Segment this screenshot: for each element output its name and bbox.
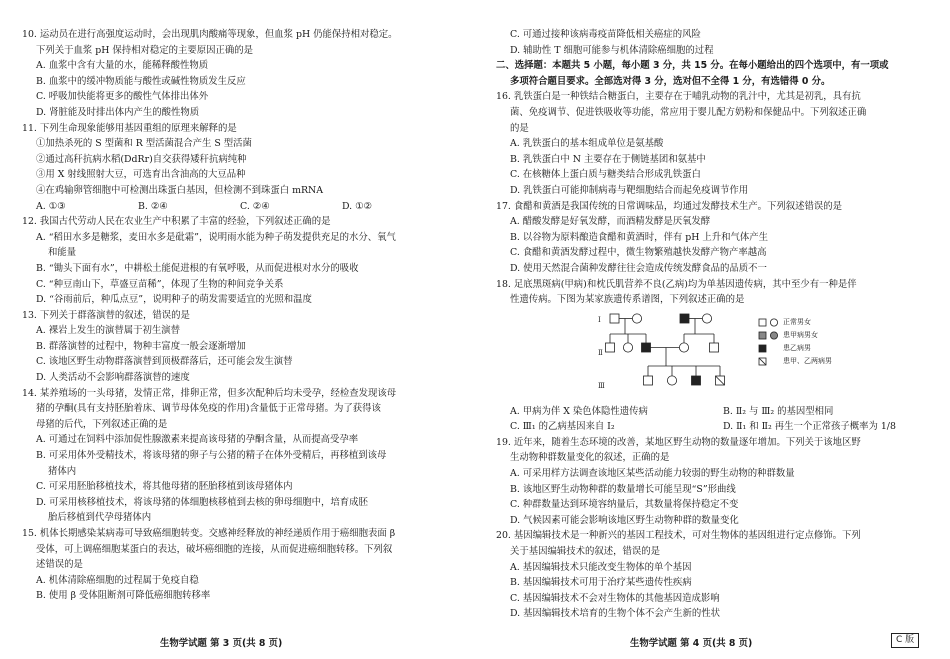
- text-line: B. 血浆中的缓冲物质能与酸性或碱性物质发生反应: [36, 75, 246, 87]
- text-line: A. 可采用样方法调查该地区某些活动能力较弱的野生动物的种群数量: [510, 468, 795, 480]
- text-line: 20. 基因编辑技术是一种新兴的基因工程技术，可对生物体的基因组进行定点修饰。下列: [496, 530, 861, 542]
- text-line: ②通过高秆抗病水稻(DdRr)自交获得矮秆抗病纯种: [36, 153, 247, 165]
- text-line: 多项符合题目要求。全部选对得 3 分，选对但不全得 1 分，有选错得 0 分。: [510, 75, 831, 87]
- text-line: D. 辅助性 T 细胞可能参与机体清除癌细胞的过程: [510, 44, 714, 56]
- text-line: A. 裸岩上发生的演替属于初生演替: [36, 325, 180, 337]
- text-line: D. 气候因素可能会影响该地区野生动物种群的数量变化: [510, 514, 739, 526]
- text-line: A. 机体清除癌细胞的过程属于免疫自稳: [36, 574, 199, 586]
- text-line: A. 可通过在饲料中添加促性腺激素来提高该母猪的孕酮含量，从而提高受孕率: [36, 434, 359, 446]
- text-line: 关于基因编辑技术的叙述，错误的是: [510, 546, 661, 558]
- legend-disease-b: 患乙病男: [758, 342, 832, 355]
- text-line: B. 使用 β 受体阻断剂可降低癌细胞转移率: [36, 590, 211, 602]
- text-line: C. 种群数量达到环境容纳量后，其数量将保持稳定不变: [510, 499, 739, 511]
- left-column: [22, 27, 462, 604]
- text-line: 14. 某养殖场的一头母猪，发情正常，排卵正常，但多次配种后均未受孕，经检查发现该母: [22, 387, 397, 399]
- text-line: B. “锄头下面有水”，中耕松土能促进根的有氧呼吸，从而促进根对水分的吸收: [36, 262, 359, 274]
- text-line: 性遗传病。下图为某家族遗传系谱图，下列叙述正确的是: [510, 294, 745, 306]
- text-line: C. 该地区野生动物群落演替到顶极群落后，还可能会发生演替: [36, 356, 293, 368]
- text-line: B. 可采用体外受精技术，将该母猪的卵子与公猪的精子在体外受精后，再移植到该母: [36, 450, 387, 462]
- gen-label-3: Ⅲ: [598, 381, 605, 390]
- text-line: B. 群落演替的过程中，物种丰富度一般会逐渐增加: [36, 340, 246, 352]
- text-line: ①加热杀死的 S 型菌和 R 型活菌混合产生 S 型活菌: [36, 138, 252, 150]
- pedigree-diagram: [596, 310, 756, 402]
- text-line: 12. 我国古代劳动人民在农业生产中积累了丰富的经验，下列叙述正确的是: [22, 216, 331, 228]
- pedigree-chart: [496, 310, 936, 402]
- text-line: 19. 近年来，随着生态环境的改善，某地区野生动物的数量逐年增加。下列关于该地区野: [496, 436, 861, 448]
- text-line: 15. 机体长期感染某病毒可导致癌细胞转变。交感神经释放的神经递质作用于癌细胞表面 β: [22, 528, 396, 539]
- text-line: D. 肾脏能及时排出体内产生的酸性物质: [36, 106, 200, 118]
- text-line: C. 在核糖体上蛋白质与糖类结合形成乳铁蛋白: [510, 169, 701, 181]
- option-text: B. Ⅱ₂ 与 Ⅲ₂ 的基因型相同: [723, 405, 834, 417]
- text-line: C. 食醋和黄酒发酵过程中，微生物繁殖越快发酵产物产率越高: [510, 247, 767, 259]
- right-column-top: [496, 27, 936, 308]
- option-text: C. ②④: [240, 200, 270, 212]
- text-line: 菌、免疫调节、促进铁吸收等功能，常应用于婴儿配方奶粉和保健品中。下列叙述正确: [510, 106, 867, 118]
- text-line: 母猪的后代，下列叙述正确的是: [36, 418, 168, 430]
- text-line: D. 基因编辑技术培育的生物个体不会产生新的性状: [510, 608, 721, 620]
- text-line: B. 以谷物为原料酿造食醋和黄酒时，伴有 pH 上升和气体产生: [510, 231, 768, 243]
- text-line: 猪体内: [48, 465, 77, 477]
- text-line: 胎后移植到代孕母猪体内: [48, 512, 152, 524]
- text-line: C. 可通过接种该病毒疫苗降低相关癌症的风险: [510, 29, 701, 40]
- text-line: ④在鸡输卵管细胞中可检测出珠蛋白基因，但检测不到珠蛋白 mRNA: [36, 184, 324, 196]
- text-line: 受体，可上调癌细胞某蛋白的表达，破坏癌细胞的连接，从而促进癌细胞转移。下列叙: [36, 543, 393, 555]
- legend-normal: 正常男女: [758, 316, 832, 329]
- option-text: B. ②④: [138, 200, 168, 212]
- footer-right: 生物学试题 第 4 页(共 8 页): [630, 638, 753, 649]
- footer-left: 生物学试题 第 3 页(共 8 页): [160, 638, 283, 649]
- legend-disease-a: 患甲病男女: [758, 329, 832, 342]
- text-line: C. 呼吸加快能将更多的酸性气体排出体外: [36, 91, 209, 103]
- text-line: D. 人类活动不会影响群落演替的速度: [36, 372, 190, 384]
- pedigree-legend: [758, 316, 832, 368]
- text-line: B. 该地区野生动物种群的数量增长可能呈现“S”形曲线: [510, 483, 736, 495]
- option-text: A. ①③: [36, 200, 66, 212]
- text-line: 述错误的是: [36, 559, 83, 571]
- text-line: 的是: [510, 122, 529, 134]
- text-line: D. “谷雨前后，种瓜点豆”，说明种子的萌发需要适宜的光照和温度: [36, 294, 312, 306]
- text-line: 16. 乳铁蛋白是一种铁结合糖蛋白，主要存在于哺乳动物的乳汁中，尤其是初乳，具有抗: [496, 91, 861, 103]
- text-line: B. 乳铁蛋白中 N 主要存在于侧链基团和氨基中: [510, 153, 706, 165]
- text-line: 10. 运动员在进行高强度运动时，会出现肌肉酸痛等现象，但血浆 pH 仍能保持相对稳定。: [22, 29, 398, 40]
- text-line: 二、选择题：本题共 5 小题，每小题 3 分，共 15 分。在每小题给出的四个选项中，有一项或: [496, 60, 889, 72]
- option-text: A. 甲病为伴 X 染色体隐性遗传病: [510, 405, 648, 417]
- option-row: [22, 199, 462, 215]
- text-line: A. 乳铁蛋白的基本组成单位是氨基酸: [510, 138, 664, 150]
- option-text: D. Ⅱ₁ 和 Ⅱ₂ 再生一个正常孩子概率为 1/8: [723, 421, 896, 433]
- text-line: A. 醋酸发酵是好氧发酵，而酒精发酵是厌氧发酵: [510, 216, 711, 228]
- text-line: 猪的孕酮(具有支持胚胎着床、调节母体免疫的作用)含量低于正常母猪。为了获得该: [36, 403, 381, 415]
- text-line: 13. 下列关于群落演替的叙述，错误的是: [22, 309, 190, 321]
- gen-label-1: Ⅰ: [598, 315, 601, 324]
- text-line: 18. 足底黑斑病(甲病)和枕氏肌营养不良(乙病)均为单基因遗传病，其中至少有一种是伴: [496, 278, 857, 290]
- text-line: 生动物种群数量变化的叙述，正确的是: [510, 452, 670, 464]
- option-row: [496, 419, 936, 435]
- text-line: A. 血浆中含有大量的水，能稀释酸性物质: [36, 60, 209, 72]
- text-line: D. 乳铁蛋白可能抑制病毒与靶细胞结合而起免疫调节作用: [510, 184, 749, 196]
- text-line: D. 使用天然混合菌种发酵往往会造成传统发酵食品的品质不一: [510, 262, 767, 274]
- text-line: B. 基因编辑技术可用于治疗某些遗传性疾病: [510, 577, 692, 589]
- text-line: 下列关于血浆 pH 保持相对稳定的主要原因正确的是: [36, 44, 254, 56]
- legend-both-diseases: 患甲、乙两病男: [758, 355, 832, 368]
- text-line: 17. 食醋和黄酒是我国传统的日常调味品，均通过发酵技术生产。下列叙述错误的是: [496, 200, 843, 212]
- version-badge: C 版: [891, 633, 919, 648]
- text-line: C. 可采用胚胎移植技术，将其他母猪的胚胎移植到该母猪体内: [36, 481, 293, 493]
- text-line: 11. 下列生命现象能够用基因重组的原理来解释的是: [22, 122, 237, 134]
- text-line: 和能量: [48, 247, 77, 259]
- option-row: [496, 404, 936, 420]
- text-line: A. “稻田水多是糖浆，麦田水多是砒霜”，说明雨水能为种子萌发提供充足的水分、氧气: [36, 231, 396, 243]
- right-column: [496, 27, 936, 622]
- right-column-bottom: [496, 404, 936, 622]
- text-line: C. 基因编辑技术不会对生物体的其他基因造成影响: [510, 592, 720, 604]
- text-line: C. “种豆南山下，草盛豆苗稀”，体现了生物的种间竞争关系: [36, 278, 284, 290]
- gen-label-2: Ⅱ: [598, 348, 603, 357]
- text-line: D. 可采用核移植技术，将该母猪的体细胞核移植到去核的卵母细胞中，培育成胚: [36, 496, 368, 508]
- text-line: ③用 X 射线照射大豆，可选育出含油高的大豆品种: [36, 169, 246, 181]
- option-text: C. Ⅲ₁ 的乙病基因来自 Ⅰ₂: [510, 421, 615, 433]
- text-line: A. 基因编辑技术只能改变生物体的单个基因: [510, 561, 692, 573]
- option-text: D. ①②: [342, 200, 372, 212]
